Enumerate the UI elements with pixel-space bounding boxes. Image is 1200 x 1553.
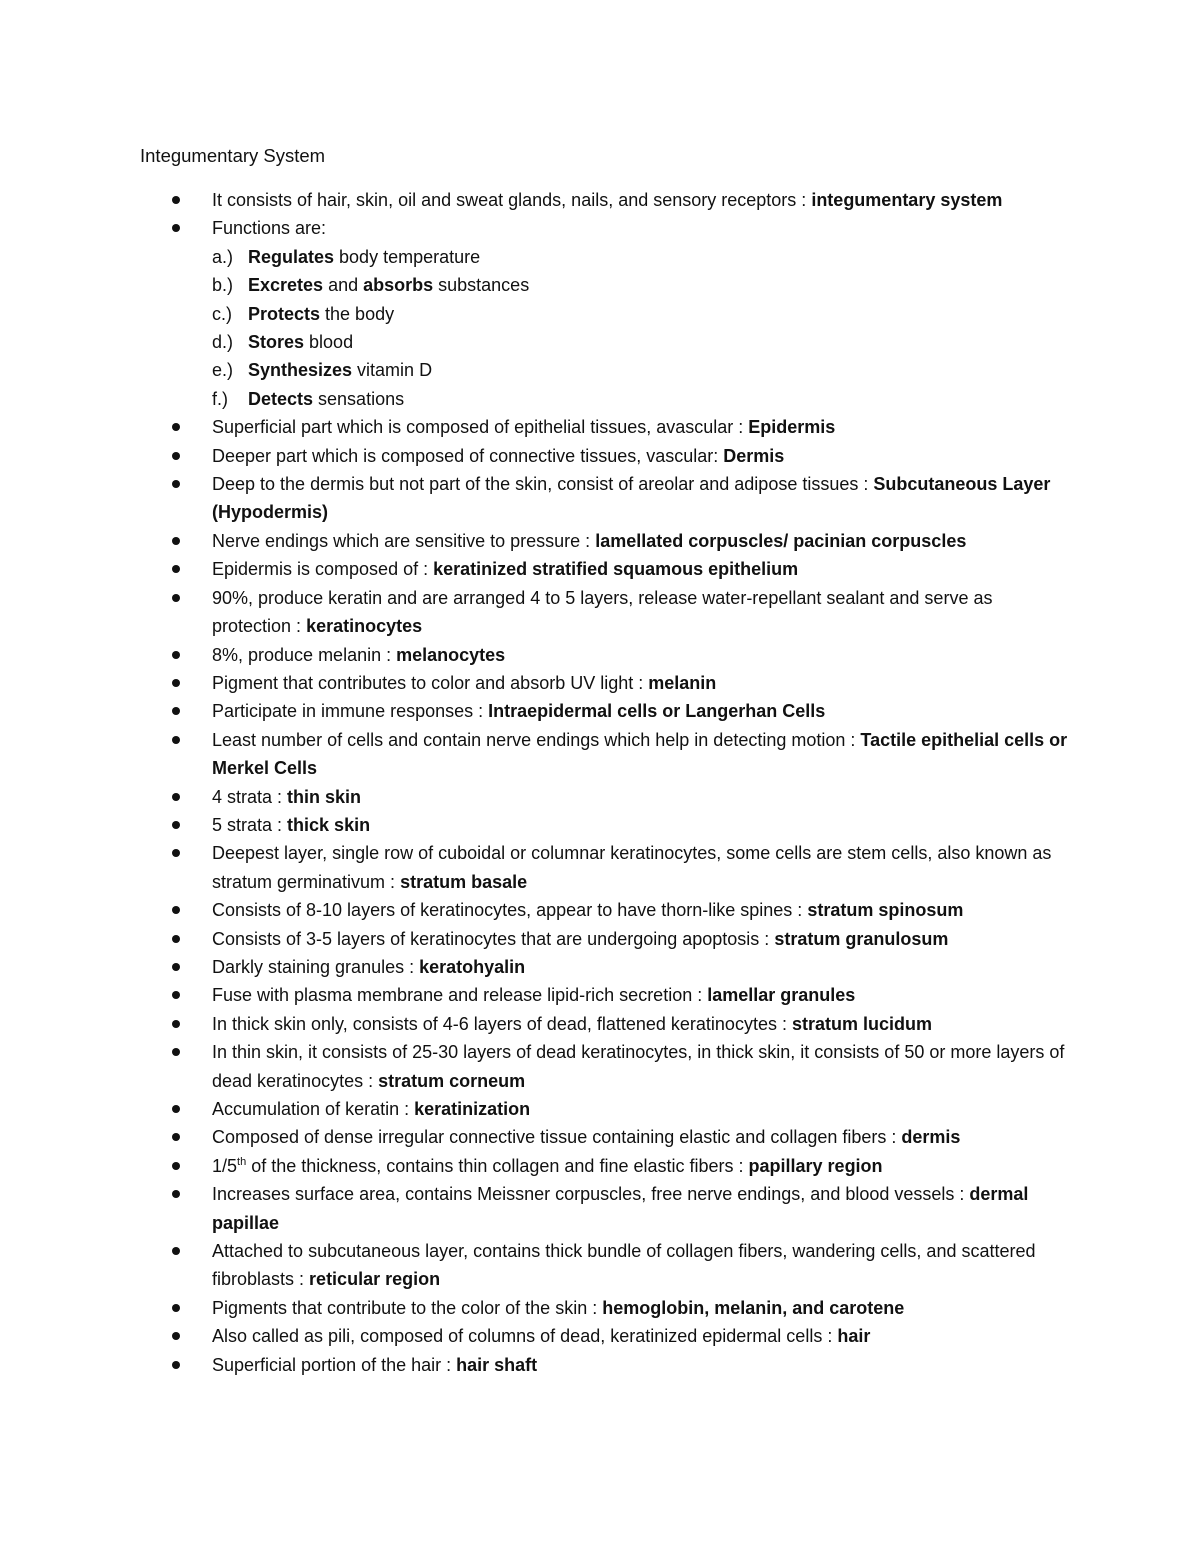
item-question: Deepest layer, single row of cuboidal or columnar keratinocytes, some cells are stem cells, also known as stratum germinativum : (212, 843, 1052, 892)
document-title: Integumentary System (140, 145, 326, 166)
item-question: Participate in immune responses : (212, 701, 489, 722)
function-item (140, 356, 1070, 384)
list-item (140, 442, 1070, 470)
function-desc: substances (433, 275, 530, 296)
list-item (140, 1010, 1070, 1038)
list-item (140, 641, 1070, 669)
item-question: Darkly staining granules : (212, 956, 420, 977)
item-question: Superficial part which is composed of epithelial tissues, avascular : (212, 417, 749, 438)
list-item (140, 669, 1070, 697)
bullet-icon (172, 991, 180, 999)
list-item (140, 470, 1070, 527)
item-answer: keratinized stratified squamous epithelium (433, 559, 799, 580)
function-label: c.) (212, 303, 232, 324)
bullet-icon (172, 224, 180, 232)
item-question: Also called as pili, composed of columns of dead, keratinized epidermal cells : (212, 1326, 838, 1347)
list-item (140, 1038, 1070, 1095)
list-item (140, 186, 1070, 214)
function-desc: blood (304, 332, 354, 353)
list-item (140, 1180, 1070, 1237)
function-text (248, 243, 480, 271)
item-question: 5 strata : (212, 814, 288, 835)
list-item (140, 1152, 1070, 1180)
function-text (248, 356, 432, 384)
list-item (140, 726, 1070, 783)
bullet-icon (172, 1190, 180, 1198)
function-label: d.) (212, 332, 234, 353)
item-answer: Dermis (723, 445, 785, 466)
item-question: Fuse with plasma membrane and release lipid-rich secretion : (212, 985, 708, 1006)
bullet-icon (172, 679, 180, 687)
function-item (140, 385, 1070, 413)
item-answer: Epidermis (748, 417, 836, 438)
item-answer: lamellar granules (707, 985, 856, 1006)
superscript: th (237, 1155, 247, 1168)
item-answer: Tactile epithelial cells or Merkel Cells (212, 729, 1068, 779)
list-item (140, 925, 1070, 953)
item-answer: Subcutaneous Layer (Hypodermis) (212, 474, 1051, 523)
list-item (140, 1322, 1070, 1350)
function-keyword: Regulates (248, 246, 335, 267)
item-question: Deeper part which is composed of connective tissues, vascular: (212, 445, 724, 466)
function-desc: body temperature (334, 246, 481, 267)
list-item (140, 555, 1070, 583)
function-keyword: absorbs (363, 275, 434, 296)
function-label: a.) (212, 246, 234, 267)
function-keyword: Stores (248, 332, 305, 353)
item-question: 4 strata : (212, 786, 288, 807)
item-answer: melanin (648, 672, 717, 693)
item-answer: lamellated corpuscles/ pacinian corpuscles (595, 530, 967, 551)
item-question: Attached to subcutaneous layer, contains thick bundle of collagen fibers, wandering cells, and scattered fibroblasts : (212, 1241, 1036, 1290)
bullet-icon (172, 906, 180, 914)
function-text (248, 385, 404, 413)
function-keyword: Protects (248, 303, 321, 324)
function-label: b.) (212, 275, 234, 296)
list-item (140, 783, 1070, 811)
item-question: Nerve endings which are sensitive to pressure : (212, 530, 596, 551)
bullet-icon (172, 594, 180, 602)
item-question: In thin skin, it consists of 25-30 layers of dead keratinocytes, in thick skin, it consists of 50 or more layers of dead keratinocytes : (212, 1042, 1065, 1091)
item-answer: Intraepidermal cells or Langerhan Cells (488, 701, 826, 722)
list-item (140, 527, 1070, 555)
list-item (140, 839, 1070, 896)
bullet-icon (172, 707, 180, 715)
function-label: e.) (212, 360, 234, 381)
item-answer: hair shaft (456, 1354, 538, 1375)
item-answer: integumentary system (811, 190, 1003, 210)
bullet-icon (172, 1247, 180, 1255)
item-answer: hemoglobin, melanin, and carotene (602, 1297, 905, 1318)
function-label: f.) (212, 388, 228, 409)
function-item (140, 271, 1070, 299)
item-answer: dermal papillae (212, 1184, 1029, 1233)
function-desc: the body (320, 303, 395, 324)
item-question: In thick skin only, consists of 4-6 layers of dead, flattened keratinocytes : (212, 1013, 792, 1034)
list-item (140, 214, 1070, 242)
bullet-icon (172, 1361, 180, 1369)
bullet-icon (172, 651, 180, 659)
function-desc: vitamin D (352, 360, 433, 381)
bullet-icon (172, 452, 180, 460)
item-question: Pigment that contributes to color and absorb UV light : (212, 672, 649, 693)
item-answer: stratum corneum (378, 1070, 526, 1091)
list-item (140, 1123, 1070, 1151)
bullet-icon (172, 821, 180, 829)
item-answer: hair (837, 1326, 871, 1347)
item-answer: thin skin (287, 786, 362, 807)
list-item (140, 1294, 1070, 1322)
item-question: Accumulation of keratin : (212, 1099, 415, 1119)
function-keyword: Excretes (248, 275, 324, 296)
item-question: Superficial portion of the hair : (212, 1354, 457, 1375)
bullet-icon (172, 196, 180, 204)
bullet-icon (172, 1048, 180, 1056)
list-item (140, 1095, 1070, 1123)
bullet-icon (172, 423, 180, 431)
bullet-icon (172, 963, 180, 971)
function-item (140, 300, 1070, 328)
bullet-icon (172, 793, 180, 801)
item-answer: dermis (901, 1127, 961, 1148)
item-answer: stratum basale (400, 871, 528, 892)
list-item (140, 896, 1070, 924)
list-item (140, 953, 1070, 981)
item-question: Deep to the dermis but not part of the skin, consist of areolar and adipose tissues : (212, 474, 874, 495)
function-item (140, 328, 1070, 356)
item-answer: melanocytes (396, 644, 506, 665)
item-answer: thick skin (287, 814, 371, 835)
bullet-icon (172, 1162, 180, 1170)
item-question: Least number of cells and contain nerve endings which help in detecting motion : (212, 729, 861, 750)
list-item (140, 1237, 1070, 1294)
item-question: Consists of 8-10 layers of keratinocytes, appear to have thorn-like spines : (212, 900, 808, 921)
list-item (140, 697, 1070, 725)
item-question: 1/5 (212, 1155, 238, 1176)
item-answer: keratohyalin (419, 956, 526, 977)
item-answer: stratum lucidum (791, 1013, 932, 1034)
bullet-icon (172, 1133, 180, 1141)
item-question: It consists of hair, skin, oil and sweat glands, nails, and sensory receptors : (212, 190, 812, 210)
function-desc: and (323, 275, 364, 296)
item-answer: keratinocytes (306, 616, 423, 637)
list-item (140, 413, 1070, 441)
list-item (140, 1351, 1070, 1379)
item-answer: reticular region (309, 1269, 441, 1290)
item-question-cont: of the thickness, contains thin collagen and fine elastic fibers : (246, 1155, 749, 1176)
function-item (140, 243, 1070, 271)
function-desc: sensations (313, 388, 405, 409)
item-question: Pigments that contribute to the color of the skin : (212, 1297, 603, 1318)
bullet-icon (172, 1105, 180, 1113)
item-answer: stratum granulosum (774, 928, 949, 949)
notes-list (140, 186, 1070, 1379)
list-item (140, 811, 1070, 839)
function-keyword: Detects (248, 388, 314, 409)
bullet-icon (172, 736, 180, 744)
bullet-icon (172, 849, 180, 857)
item-question: Increases surface area, contains Meissner corpuscles, free nerve endings, and blood vessels : (212, 1184, 970, 1205)
item-question: Functions are: (212, 218, 327, 239)
bullet-icon (172, 565, 180, 573)
item-answer: stratum spinosum (807, 900, 964, 921)
item-answer: papillary region (748, 1155, 883, 1176)
item-question: 90%, produce keratin and are arranged 4 to 5 layers, release water-repellant sealant and serve as protection : (212, 587, 993, 637)
list-item (140, 981, 1070, 1009)
bullet-icon (172, 1332, 180, 1340)
bullet-icon (172, 480, 180, 488)
function-text (248, 271, 529, 299)
bullet-icon (172, 1304, 180, 1312)
function-keyword: Synthesizes (248, 360, 353, 381)
item-question: 8%, produce melanin : (212, 644, 397, 665)
item-question: Consists of 3-5 layers of keratinocytes that are undergoing apoptosis : (212, 928, 775, 949)
bullet-icon (172, 537, 180, 545)
bullet-icon (172, 935, 180, 943)
function-text (248, 300, 394, 328)
bullet-icon (172, 1020, 180, 1028)
item-question: Composed of dense irregular connective tissue containing elastic and collagen fibers : (212, 1127, 902, 1148)
item-question: Epidermis is composed of : (212, 559, 434, 580)
list-item (140, 584, 1070, 641)
item-answer: keratinization (414, 1099, 531, 1119)
function-text (248, 328, 353, 356)
